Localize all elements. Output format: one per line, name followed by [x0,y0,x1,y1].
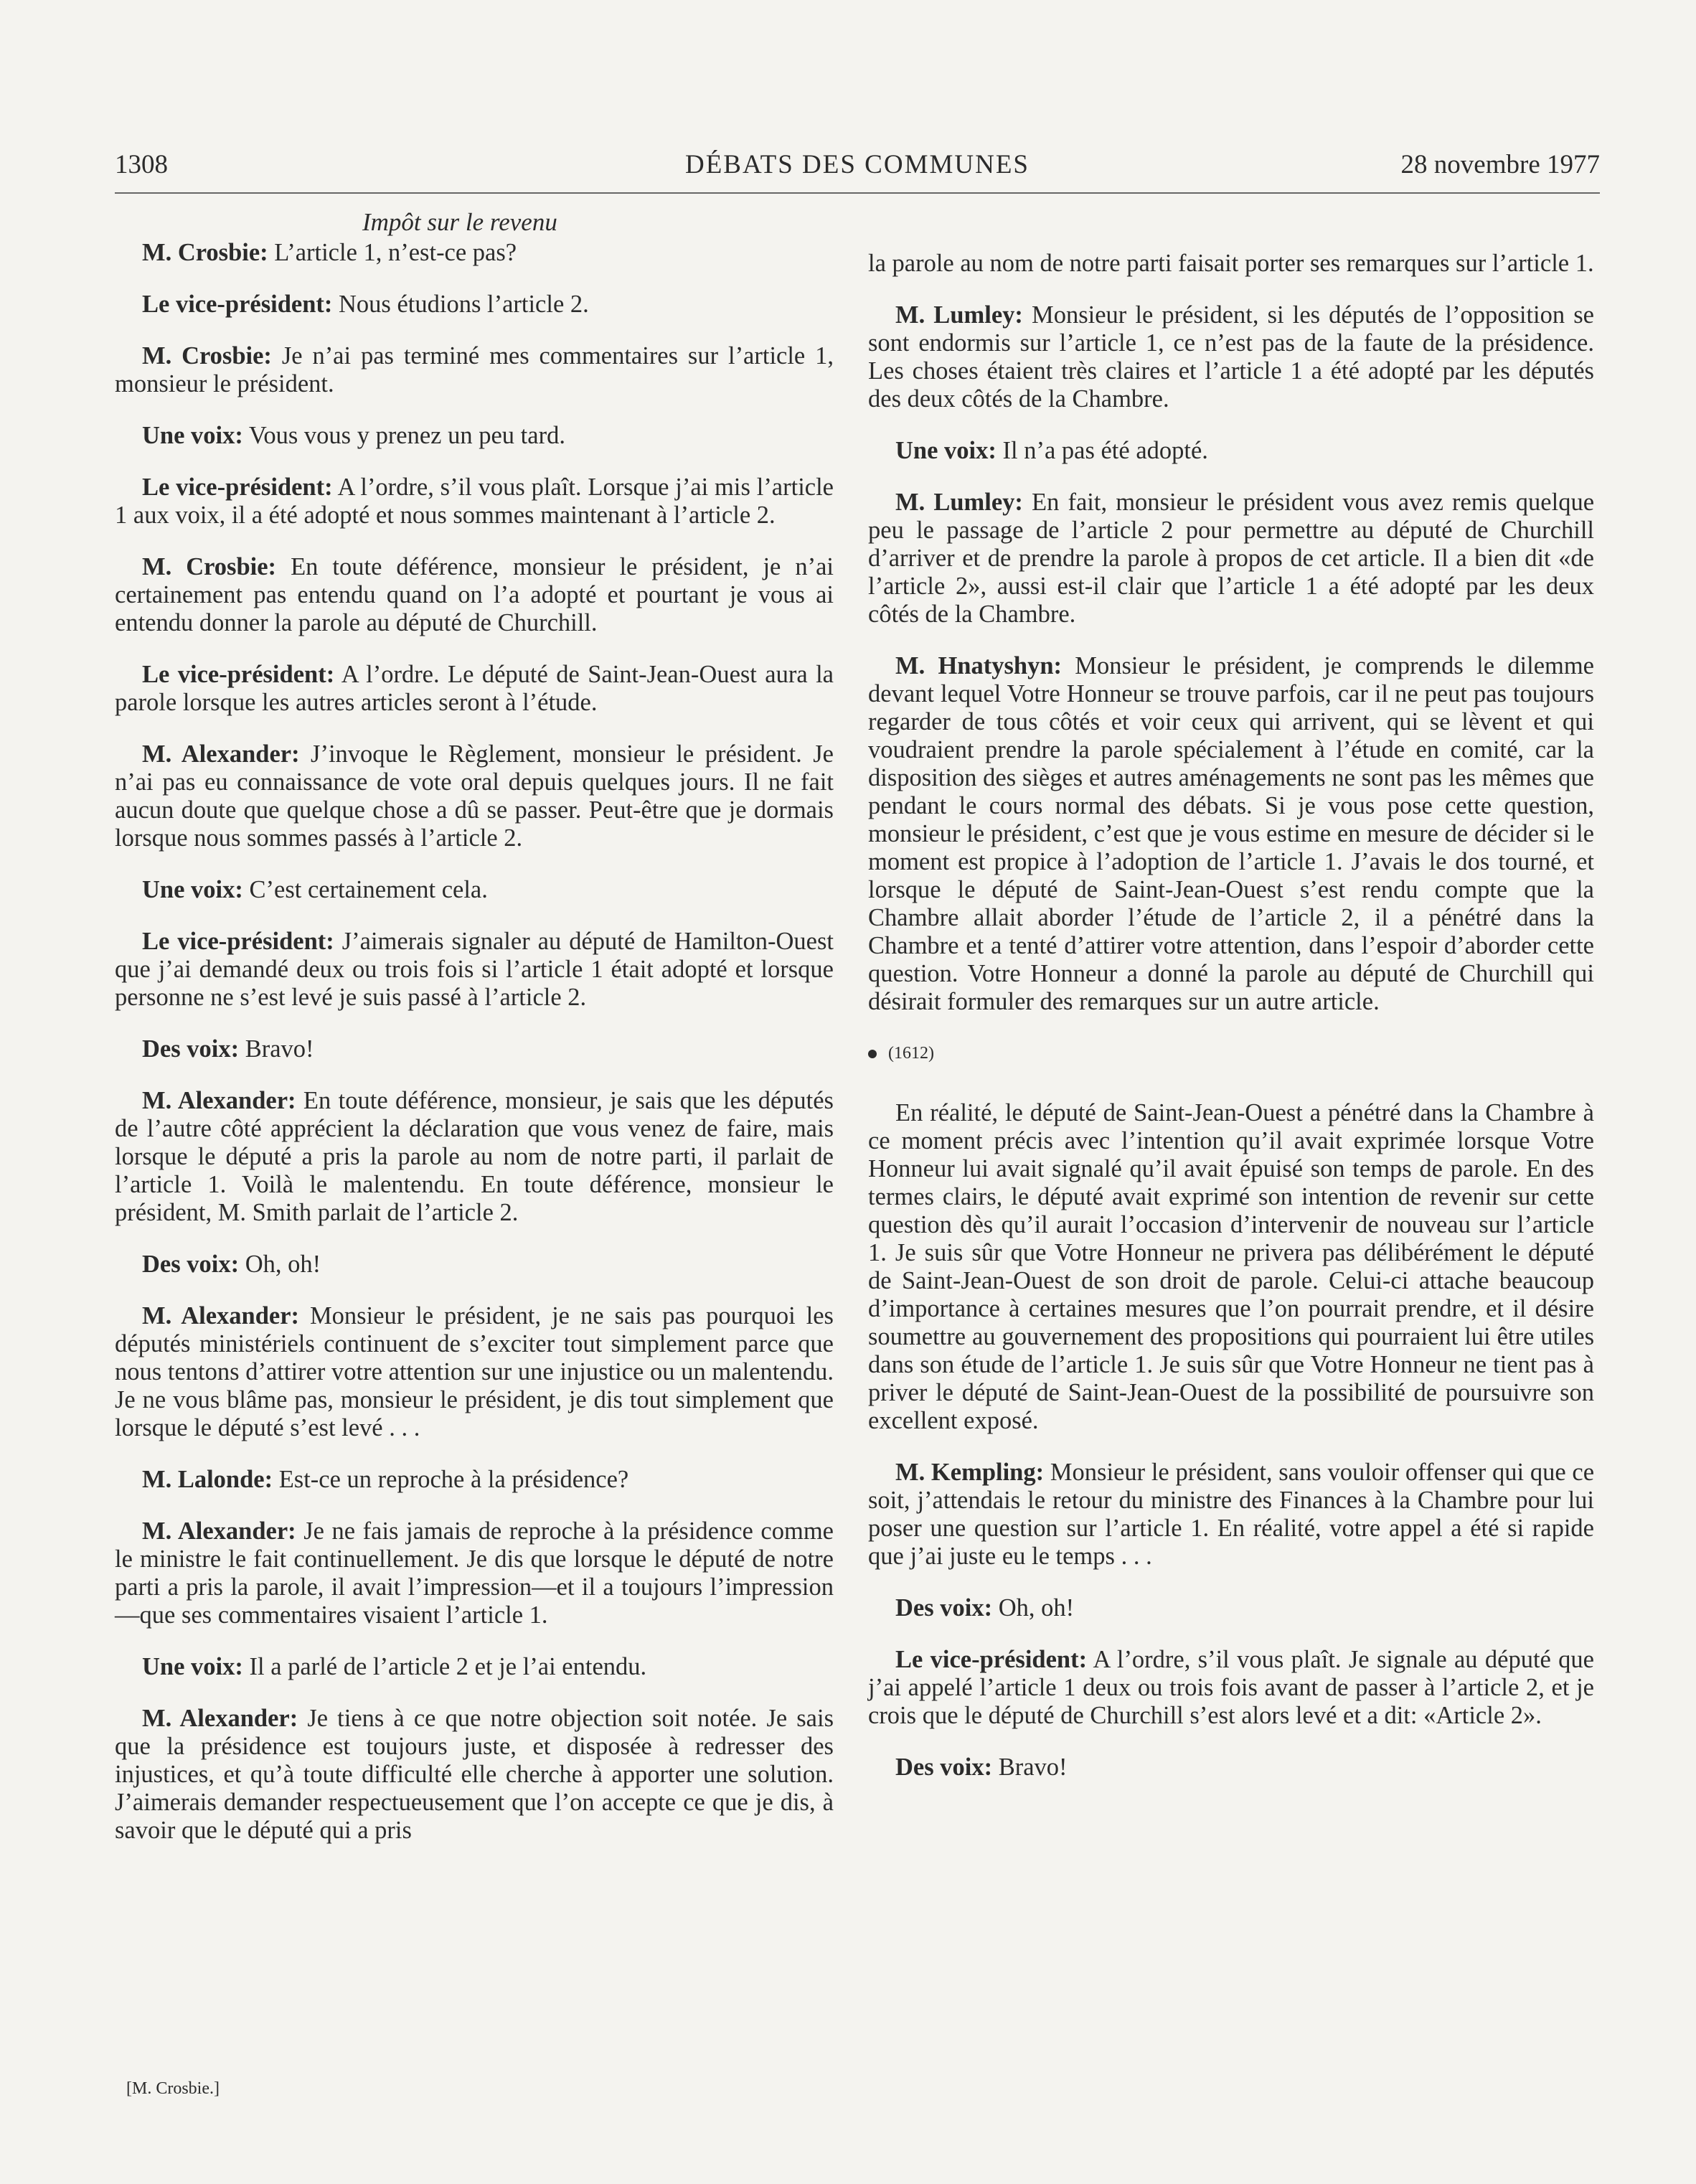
speech-text: Oh, oh! [239,1251,321,1278]
speaker-name: Des voix: [142,1035,240,1063]
speech-text: Oh, oh! [992,1594,1075,1621]
speech-paragraph [115,291,834,319]
speaker-name: Une voix: [895,437,997,464]
speech-text: Je n’ai pas terminé mes commentaires sur l’article 1, monsieur le président. [115,342,834,397]
speech-text: A l’ordre, s’il vous plaît. Je signale au député que j’ai appelé l’article 1 deux ou trois fois avant de passer à l’article 2, et je crois que le député de Churchill s’est alors levé et a dit: «Article 2». [868,1646,1594,1729]
bullet-icon [868,1050,877,1058]
speech-paragraph [868,301,1594,413]
speech-paragraph [115,876,834,904]
speaker-name: M. Hnatyshyn: [895,652,1063,679]
time-marker [868,1040,1594,1068]
section-subtitle: Impôt sur le revenu [362,208,557,236]
speech-paragraph [115,422,834,450]
speech-paragraph [868,1594,1594,1622]
speech-paragraph [868,1754,1594,1781]
speaker-name: M. Alexander: [142,1517,296,1545]
speech-paragraph [115,1035,834,1063]
speaker-name: Une voix: [142,422,243,449]
time-marker-text: (1612) [888,1044,934,1063]
speech-text: Il a parlé de l’article 2 et je l’ai entendu. [242,1653,647,1680]
speech-paragraph [115,1653,834,1681]
speech-text: J’aimerais signaler au député de Hamilton-Ouest que j’ai demandé deux ou trois fois si l’article 1 était adopté et lorsque personne ne s’est levé je suis passé à l’article 2. [115,928,834,1011]
left-column [115,208,834,1868]
speech-text: En toute déférence, monsieur le président, je n’ai certainement pas entendu quand on l’a adopté et pourtant je vous ai entendu donner la parole au député de Churchill. [115,553,834,636]
speech-paragraph [115,1087,834,1227]
speech-text: Vous vous y prenez un peu tard. [242,422,565,449]
speaker-name: Le vice-président: [142,661,335,688]
speaker-name: M. Lalonde: [142,1466,273,1493]
speech-paragraph [115,661,834,717]
continuation-paragraph: la parole au nom de notre parti faisait porter ses remarques sur l’article 1. [868,250,1594,277]
speech-paragraph [868,1099,1594,1435]
speech-paragraph [115,928,834,1012]
speech-text: Il n’a pas été adopté. [996,437,1208,464]
speech-paragraph [115,1705,834,1845]
speaker-name: Des voix: [895,1594,993,1621]
speaker-name: M. Lumley: [895,489,1023,516]
speech-text: Bravo! [239,1035,314,1063]
speaker-name: M. Alexander: [142,1087,296,1114]
speech-paragraph [115,740,834,852]
publication-date: 28 novembre 1977 [1400,150,1600,179]
speech-paragraph [868,1459,1594,1571]
speaker-name: M. Alexander: [142,1705,298,1732]
speech-text: Je ne fais jamais de reproche à la présidence comme le ministre le fait continuellement. Je dis que lorsque le député de notre parti a pris la parole, il avait l’impression—et il a toujours l’impression—que ses commentaires visaient l’article 1. [115,1517,834,1629]
speech-text: Monsieur le président, je comprends le dilemme devant lequel Votre Honneur se trouve parfois, car il ne peut pas toujours regarder de tous côtés et voir ceux qui arrivent, qui se lèvent et qui voudraient prendre la parole spécialement à l’étude en comité, car la disposition des sièges et autres aménagements ne sont pas les mêmes que pendant le cours normal des débats. Si je vous pose cette question, monsieur le président, c’est que je vous estime en mesure de décider si le moment est propice à l’adoption de l’article 1. J’avais le dos tourné, et lorsque le député de Saint-Jean-Ouest s’est rendu compte que la Chambre allait aborder l’étude de l’article 2, il a pénétré dans la Chambre et a tenté d’attirer votre attention, dans l’espoir d’aborder cette question. Votre Honneur a donné la parole au député de Churchill qui désirait formuler des remarques sur un autre article. [868,652,1594,1015]
speaker-name: Le vice-président: [142,928,334,955]
speaker-name: M. Crosbie: [142,553,277,580]
speaker-name: M. Kempling: [895,1459,1045,1486]
speaker-name: Une voix: [142,1653,243,1680]
speaker-name: Le vice-président: [142,291,333,318]
speech-paragraph [868,652,1594,1016]
speech-text: J’invoque le Règlement, monsieur le président. Je n’ai pas eu connaissance de vote oral depuis quelques jours. Il ne fait aucun doute que quelque chose a dû se passer. Peut-être que je dormais lorsque nous sommes passés à l’article 2. [115,740,834,852]
speaker-name: M. Alexander: [142,740,300,768]
speech-text: Bravo! [992,1754,1068,1781]
speaker-name: M. Alexander: [142,1302,300,1329]
speech-text: Nous étudions l’article 2. [332,291,589,318]
speaker-name: M. Crosbie: [142,342,272,370]
speech-text: Monsieur le président, sans vouloir offenser qui que ce soit, j’attendais le retour du ministre des Finances à la Chambre pour lui poser une question sur l’article 1. En réalité, votre appel a été si rapide que j’ai juste eu le temps . . . [868,1459,1595,1570]
speaker-name: Le vice-président: [142,474,333,501]
speech-paragraph [868,1646,1594,1730]
speech-paragraph [115,474,834,529]
speech-text: Monsieur le président, je ne sais pas pourquoi les députés ministériels continuent de s’exciter tout simplement parce que nous tentons d’attirer votre attention sur une injustice ou un malentendu. Je ne vous blâme pas, monsieur le président, je dis tout simplement que lorsque le député s’est levé . . . [115,1302,834,1441]
speech-text: Je tiens à ce que notre objection soit notée. Je sais que la présidence est toujours juste, et disposée à redresser des injustices, et qu’à toute difficulté elle cherche à apporter une solution. J’aimerais demander respectueusement que l’on accepte ce que je dis, à savoir que le député qui a pris [115,1705,834,1844]
speech-text: A l’ordre. Le député de Saint-Jean-Ouest aura la parole lorsque les autres articles seront à l’étude. [115,661,834,716]
speech-paragraph [115,553,834,637]
footnote: [M. Crosbie.] [126,2079,220,2098]
speech-text: En fait, monsieur le président vous avez remis quelque peu le passage de l’article 2 pour permettre au député de Churchill d’arriver et de prendre la parole à propos de cet article. Il a bien dit «de l’article 2», aussi est-il clair que l’article 1 a été adopté par les deux côtés de la Chambre. [868,489,1595,628]
right-column [868,250,1594,1805]
speech-paragraph [868,489,1594,629]
speaker-name: M. Crosbie: [142,239,268,266]
speech-paragraph [115,1517,834,1629]
speaker-name: M. Lumley: [895,301,1023,329]
speaker-name: Une voix: [142,876,243,903]
speech-text: Est-ce un reproche à la présidence? [273,1466,629,1493]
speech-text: En réalité, le député de Saint-Jean-Ouest a pénétré dans la Chambre à ce moment précis avec l’intention qu’il avait exprimée lorsque Votre Honneur lui avait signalé qu’il avait épuisé son temps de parole. En des termes clairs, le député avait exprimé son intention de revenir sur cette question dès qu’il aurait l’occasion d’intervenir de nouveau sur l’article 1. Je suis sûr que Votre Honneur ne privera pas délibérément le député de Saint-Jean-Ouest de son droit de parole. Celui-ci attache beaucoup d’importance à certaines mesures que l’on pourrait prendre, et il désire soumettre au gouvernement des propositions qui pourraient lui être utiles dans son étude de l’article 1. Je suis sûr que Votre Honneur ne tient pas à priver le député de Saint-Jean-Ouest de la possibilité de poursuivre son excellent exposé. [868,1099,1594,1434]
speech-text: A l’ordre, s’il vous plaît. Lorsque j’ai mis l’article 1 aux voix, il a été adopté et nous sommes maintenant à l’article 2. [115,474,834,529]
speaker-name: Le vice-président: [895,1646,1088,1673]
page-header [115,149,1600,194]
speaker-name: Des voix: [895,1754,993,1781]
speaker-name: Des voix: [142,1251,240,1278]
speech-text: C’est certainement cela. [242,876,488,903]
speech-paragraph [115,1251,834,1279]
speech-text: Monsieur le président, si les députés de l’opposition se sont endormis sur l’article 1, ce n’est pas de la faute de la présidence. Les choses étaient très claires et l’article 1 a été adopté par les députés des deux côtés de la Chambre. [868,301,1594,413]
speech-paragraph [115,239,834,267]
speech-paragraph [868,437,1594,465]
speech-text: L’article 1, n’est-ce pas? [268,239,517,266]
speech-paragraph [115,1302,834,1442]
publication-title: DÉBATS DES COMMUNES [684,150,1030,179]
page-number: 1308 [115,150,168,179]
speech-paragraph [115,342,834,398]
speech-paragraph [115,1466,834,1494]
speech-text: En toute déférence, monsieur, je sais que les députés de l’autre côté apprécient la déclaration que vous venez de faire, mais lorsque le député a pris la parole au nom de notre parti, il parlait de l’article 1. Voilà le malentendu. En toute déférence, monsieur le président, M. Smith parlait de l’article 2. [115,1087,834,1226]
